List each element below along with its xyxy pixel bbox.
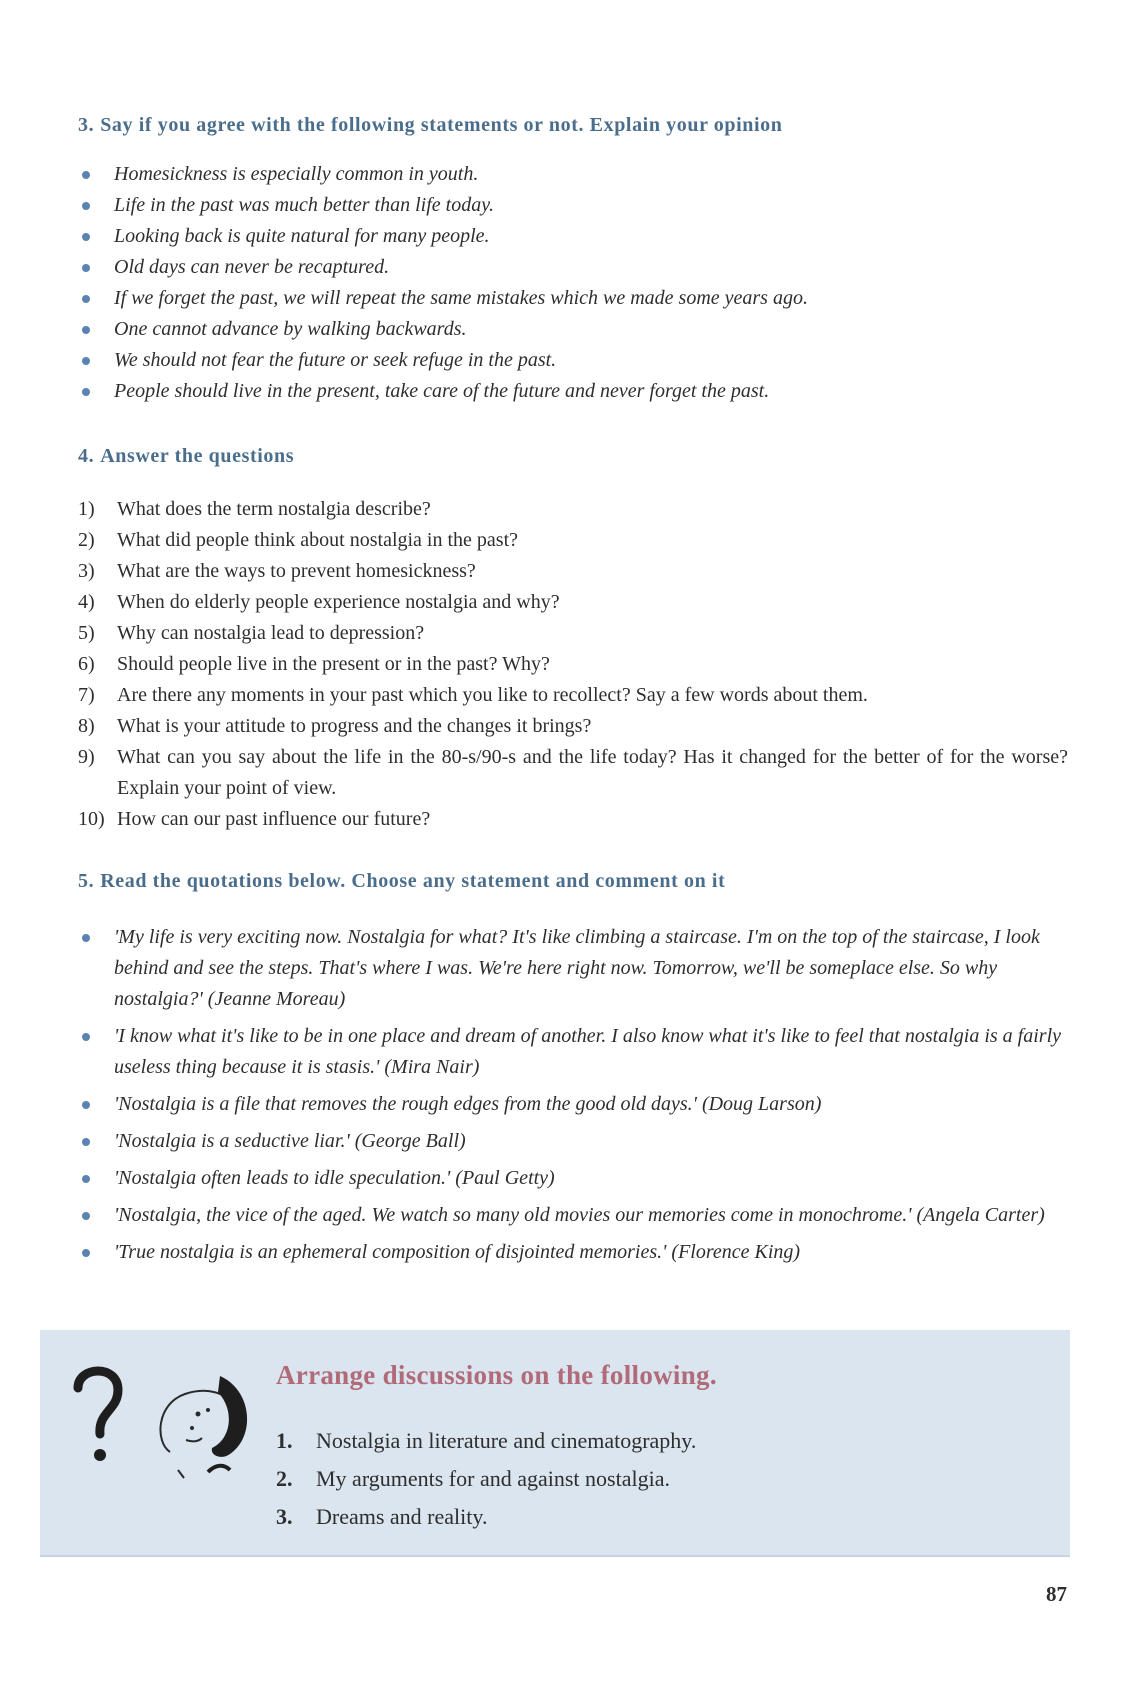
bullet-icon	[82, 1101, 90, 1109]
bullet-icon	[82, 934, 90, 942]
question-item: 1) What does the term nostalgia describe?	[78, 498, 431, 520]
quote-item: 'I know what it's like to be in one place and dream of another. I also know what it's like to feel that nostalgia is a fairly useless thing because it is stasis.' (Mira Nair)	[80, 1021, 1070, 1083]
bullet-icon	[82, 1138, 90, 1146]
page-number: 87	[1046, 1582, 1067, 1606]
question-item: 9) What can you say about the life in the 80-s/90-s and the life today? Has it changed for the better of for the worse? Explain your point of view.	[78, 746, 1068, 799]
bullet-icon	[82, 326, 90, 334]
statement-item: Old days can never be recaptured.	[80, 252, 1070, 283]
bullet-icon	[82, 233, 90, 241]
task-3-number: 3.	[78, 114, 95, 136]
bullet-icon	[82, 295, 90, 303]
statement-item: People should live in the present, take care of the future and never forget the past.	[80, 376, 1070, 407]
question-item: 7) Are there any moments in your past which you like to recollect? Say a few words about them.	[78, 684, 868, 706]
question-item: 3) What are the ways to prevent homesickness?	[78, 560, 476, 582]
task-3-heading	[78, 114, 782, 137]
task-5-title: Read the quotations below. Choose any statement and comment on it	[100, 870, 726, 892]
question-item: 10) How can our past influence our future?	[78, 808, 431, 830]
statement-item: Looking back is quite natural for many people.	[80, 221, 1070, 252]
statement-item: If we forget the past, we will repeat the same mistakes which we made some years ago.	[80, 283, 1070, 314]
quote-item: 'Nostalgia is a file that removes the rough edges from the good old days.' (Doug Larson)	[80, 1089, 1070, 1120]
task-4-number: 4.	[78, 445, 95, 467]
statement-item: Homesickness is especially common in youth.	[80, 159, 1070, 190]
discussion-illustration	[60, 1352, 260, 1502]
task-4-heading	[78, 445, 294, 468]
question-item: 4) When do elderly people experience nostalgia and why?	[78, 591, 560, 613]
discussion-topic-list	[276, 1422, 696, 1536]
bullet-icon	[82, 1249, 90, 1257]
discussion-topic-item: 2. My arguments for and against nostalgia.	[276, 1466, 670, 1491]
bullet-icon	[82, 1212, 90, 1220]
question-item: 5) Why can nostalgia lead to depression?	[78, 622, 425, 644]
question-item: 2) What did people think about nostalgia in the past?	[78, 529, 519, 551]
task-5-number: 5.	[78, 870, 95, 892]
discussion-box	[40, 1330, 1070, 1555]
thinking-head-icon	[160, 1376, 247, 1478]
bullet-icon	[82, 357, 90, 365]
discussion-topic-item: 1. Nostalgia in literature and cinematography.	[276, 1428, 697, 1453]
statement-item: We should not fear the future or seek refuge in the past.	[80, 345, 1070, 376]
discussion-title: Arrange discussions on the following.	[276, 1360, 717, 1390]
quote-item: 'My life is very exciting now. Nostalgia for what? It's like climbing a staircase. I'm on the top of the staircase, I look behind and see the steps. That's where I was. We're here right now. Tomorrow, we'll be someplace else. So why nostalgia?' (Jeanne Moreau)	[80, 922, 1070, 1015]
task-4-question-list	[78, 494, 1068, 835]
discussion-topic-item: 3. Dreams and reality.	[276, 1504, 488, 1529]
bullet-icon	[82, 1033, 90, 1041]
quote-item: 'Nostalgia is a seductive liar.' (George Ball)	[80, 1126, 1070, 1157]
task-4-title: Answer the questions	[100, 445, 295, 467]
statement-item: One cannot advance by walking backwards.	[80, 314, 1070, 345]
question-item: 8) What is your attitude to progress and the changes it brings?	[78, 715, 592, 737]
question-mark-icon	[78, 1371, 118, 1461]
bullet-icon	[82, 388, 90, 396]
bullet-icon	[82, 171, 90, 179]
task-5-quote-list	[80, 922, 1070, 1274]
statement-item: Life in the past was much better than life today.	[80, 190, 1070, 221]
task-5-heading	[78, 870, 725, 893]
task-3-title: Say if you agree with the following statements or not. Explain your opinion	[100, 114, 783, 136]
task-3-statement-list	[80, 159, 1070, 407]
question-item: 6) Should people live in the present or in the past? Why?	[78, 653, 550, 675]
bullet-icon	[82, 1175, 90, 1183]
quote-item: 'Nostalgia often leads to idle speculation.' (Paul Getty)	[80, 1163, 1070, 1194]
quote-item: 'Nostalgia, the vice of the aged. We watch so many old movies our memories come in monochrome.' (Angela Carter)	[80, 1200, 1070, 1231]
quote-item: 'True nostalgia is an ephemeral composition of disjointed memories.' (Florence King)	[80, 1237, 1070, 1268]
bullet-icon	[82, 202, 90, 210]
bullet-icon	[82, 264, 90, 272]
